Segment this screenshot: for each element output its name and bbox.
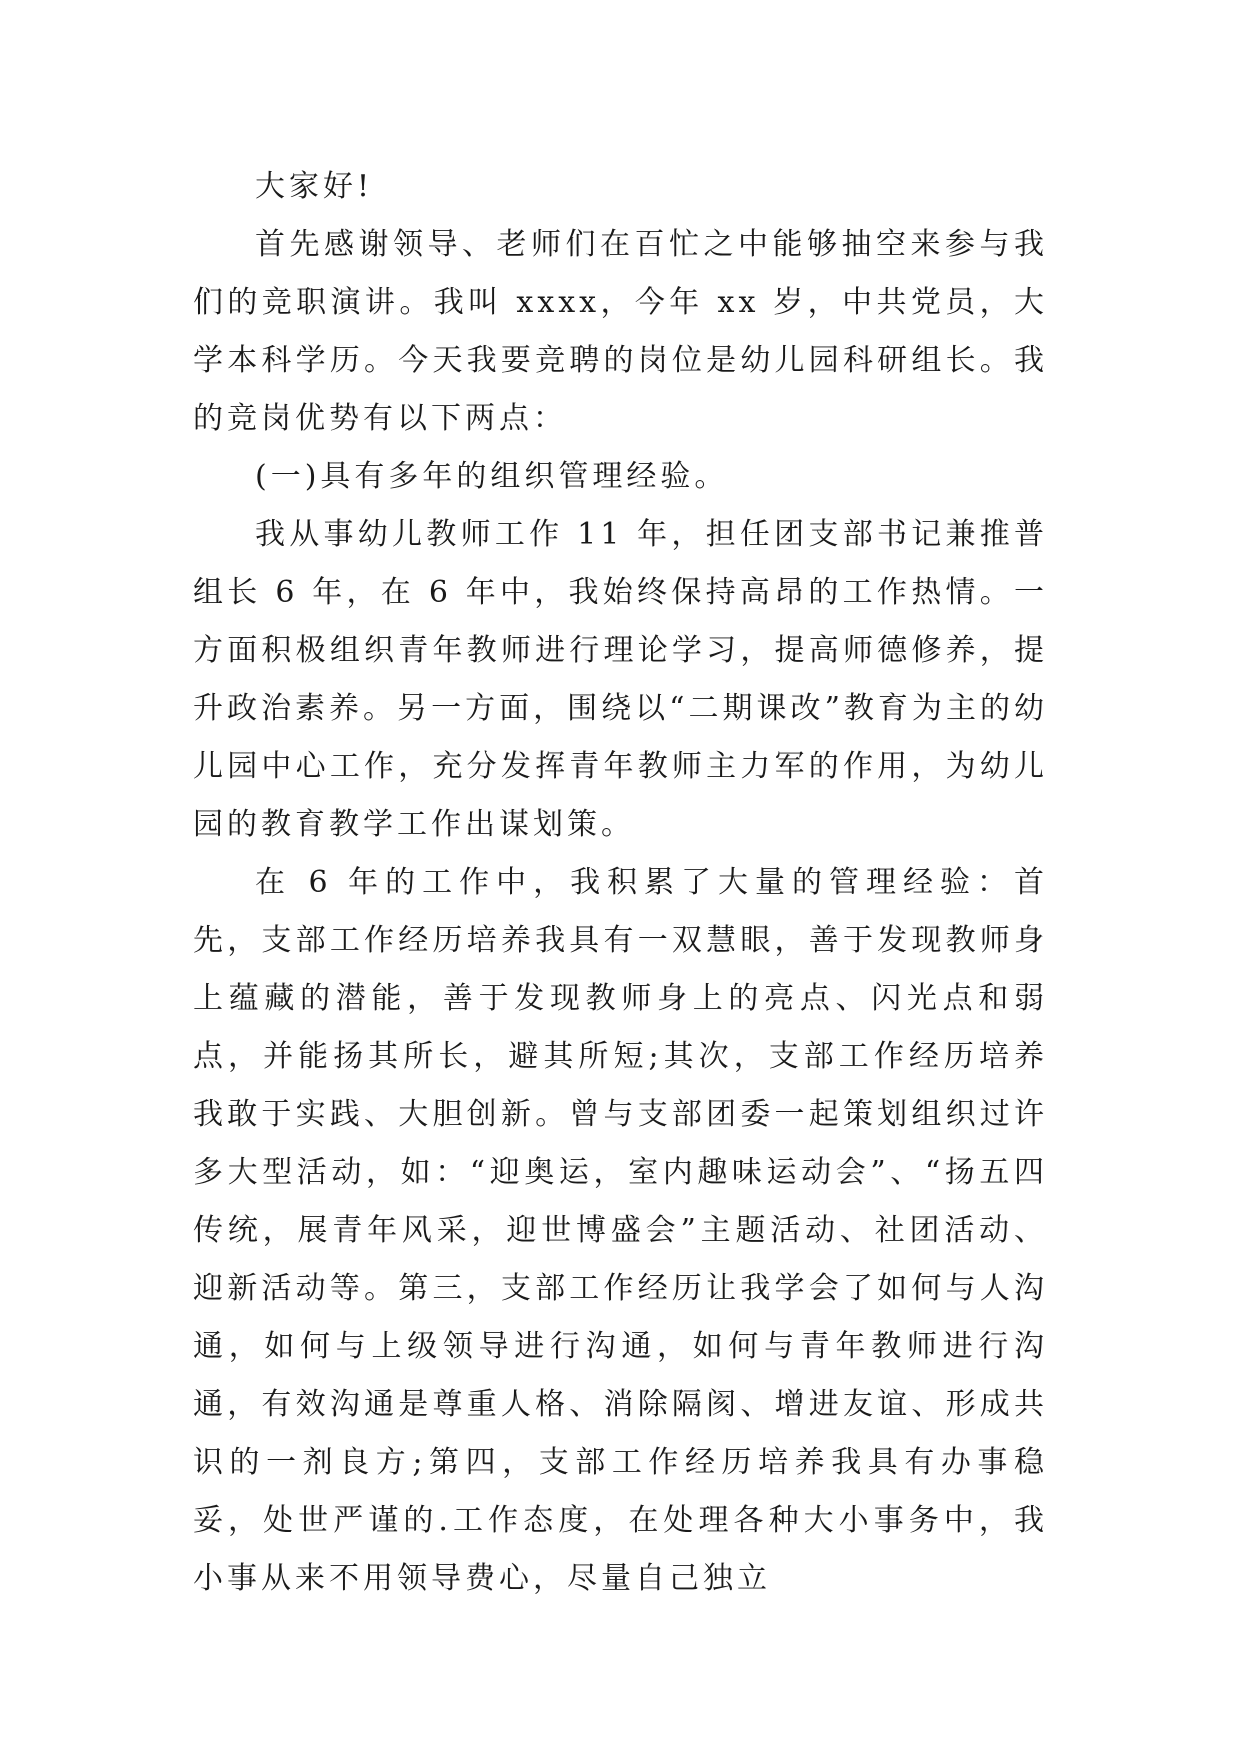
introduction-paragraph: 首先感谢领导、老师们在百忙之中能够抽空来参与我们的竞职演讲。我叫 xxxx，今年 xx 岁，中共党员，大学本科学历。今天我要竞聘的岗位是幼儿园科研组长。我的竞岗优势有以下两点： <box>193 227 1048 436</box>
section-heading-1: (一)具有多年的组织管理经验。 <box>255 459 729 494</box>
management-paragraph: 在 6 年的工作中，我积累了大量的管理经验：首先，支部工作经历培养我具有一双慧眼，善于发现教师身上蕴藏的潜能，善于发现教师身上的亮点、闪光点和弱点，并能扬其所长，避其所短;其次，支部工作经历培养我敢于实践、大胆创新。曾与支部团委一起策划组织过许多大型活动，如：“迎奥运，室内趣味运动会”、“扬五四传统，展青年风采，迎世博盛会”主题活动、社团活动、迎新活动等。第三，支部工作经历让我学会了如何与人沟通，如何与上级领导进行沟通，如何与青年教师进行沟通，有效沟通是尊重人格、消除隔阂、增进友谊、形成共识的一剂良方;第四，支部工作经历培养我具有办事稳妥，处世严谨的.工作态度，在处理各种大小事务中，我小事从来不用领导费心，尽量自己独立 <box>193 865 1048 1596</box>
greeting-paragraph: 大家好! <box>255 169 374 204</box>
document-body <box>193 158 1048 1608</box>
experience-paragraph: 我从事幼儿教师工作 11 年，担任团支部书记兼推普组长 6 年，在 6 年中，我始终保持高昂的工作热情。一方面积极组织青年教师进行理论学习，提高师德修养，提升政治素养。另一方面，围绕以“二期课改”教育为主的幼儿园中心工作，充分发挥青年教师主力军的作用，为幼儿园的教育教学工作出谋划策。 <box>193 517 1048 842</box>
